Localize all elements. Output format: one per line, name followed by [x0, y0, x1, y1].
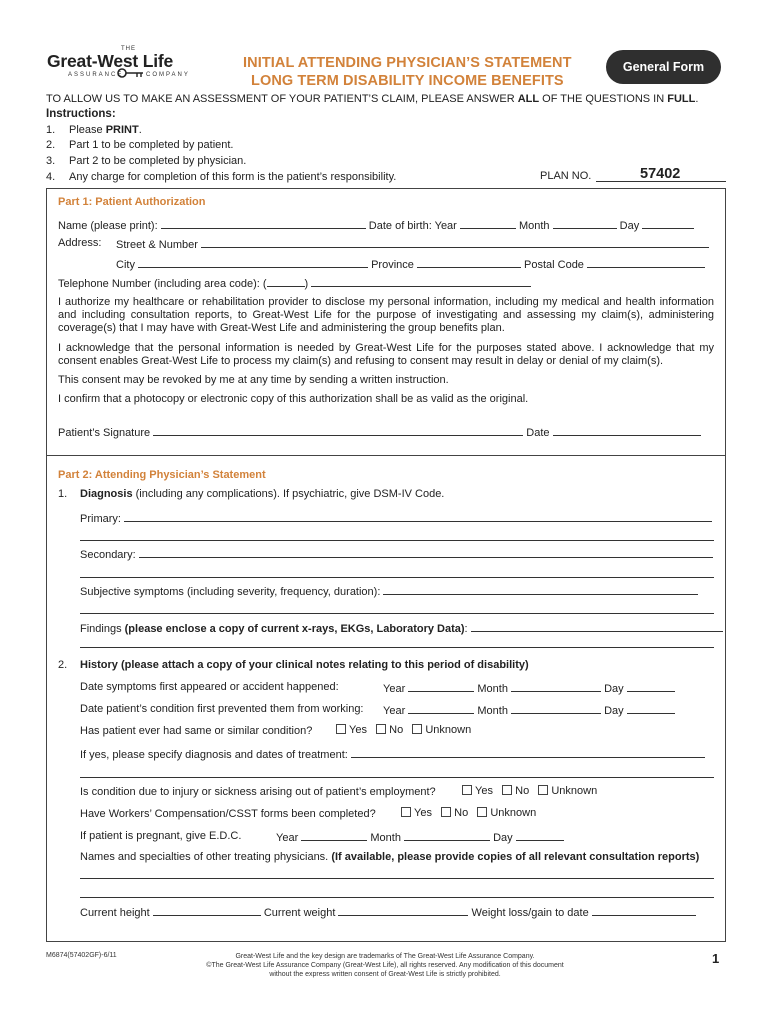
injury-no-checkbox[interactable]	[502, 785, 512, 795]
instruction-text: Part 1 to be completed by patient.	[69, 139, 234, 151]
day-label: Day	[604, 705, 624, 717]
weight-label: Current weight	[263, 907, 336, 919]
logo-the-text: THE	[121, 46, 136, 52]
unknown-label: Unknown	[551, 785, 598, 797]
wc-unknown-checkbox[interactable]	[477, 807, 487, 817]
logo-assurance-text: ASSURANCE	[68, 72, 124, 78]
part2-title: Part 2: Attending Physician’s Statement	[58, 469, 266, 481]
q2-number: 2.	[58, 659, 68, 671]
logo-company-text: COMPANY	[146, 72, 190, 78]
prevented-date-row	[80, 703, 364, 715]
instruction-item	[46, 139, 234, 151]
section-divider	[46, 455, 726, 456]
ifyes-row	[80, 747, 705, 761]
instruction-tail: .	[138, 124, 142, 136]
q1-number: 1.	[58, 488, 68, 500]
similar-condition-options	[336, 724, 471, 736]
name-label: Name (please print):	[58, 220, 158, 232]
wc-options	[401, 807, 536, 819]
ifyes-label: If yes, please specify diagnosis and dates of treatment:	[80, 749, 348, 761]
signature-field[interactable]	[153, 425, 523, 436]
subjective-row	[80, 584, 698, 598]
edc-year-field[interactable]	[301, 830, 367, 841]
height-field[interactable]	[153, 905, 261, 916]
primary-row	[80, 511, 712, 525]
street-row	[116, 237, 709, 251]
dob-day-field[interactable]	[642, 218, 694, 229]
secondary-label: Secondary:	[80, 549, 136, 561]
city-field[interactable]	[138, 257, 368, 268]
symptoms-date-label: Date symptoms first appeared or accident happened:	[80, 681, 339, 693]
subjective-field[interactable]	[383, 584, 698, 595]
similar-unknown-checkbox[interactable]	[412, 724, 422, 734]
signature-date-field[interactable]	[553, 425, 701, 436]
diagnosis-label: Diagnosis	[80, 488, 133, 500]
symptoms-date-fields	[383, 681, 675, 695]
address-row	[58, 237, 101, 249]
consent-paragraph-1: I authorize my healthcare or rehabilitation provider to disclose my personal information, including my medical and health information and including consultation reports, to Great-West Life for the purpose of investigating and assessing my claim(s), administering coverage(s) that I may have with Great-West Life and administering the group benefits plan.	[58, 296, 714, 334]
province-label: Province	[371, 259, 414, 271]
part1-title: Part 1: Patient Authorization	[58, 196, 206, 208]
yes-label: Yes	[349, 724, 367, 736]
other-physicians-label: Names and specialties of other treating physicians.	[80, 851, 332, 863]
instruction-item	[46, 124, 142, 136]
signature-date-label: Date	[526, 427, 550, 439]
dob-label: Date of birth: Year	[368, 220, 457, 232]
wc-yes-checkbox[interactable]	[401, 807, 411, 817]
other-physicians-field-line1[interactable]	[80, 878, 714, 879]
symptoms-month-field[interactable]	[511, 681, 601, 692]
similar-yes-checkbox[interactable]	[336, 724, 346, 734]
day-label: Day	[493, 832, 513, 844]
intro-part-c: OF THE QUESTIONS IN	[539, 93, 668, 105]
name-row	[58, 218, 694, 232]
primary-field[interactable]	[124, 511, 712, 522]
weight-field[interactable]	[338, 905, 468, 916]
footer-legal-text	[150, 952, 620, 979]
injury-label: Is condition due to injury or sickness arising out of patient’s employment?	[80, 786, 436, 798]
postal-code-field[interactable]	[587, 257, 705, 268]
consent-paragraph-3: This consent may be revoked by me at any time by sending a written instruction.	[58, 374, 449, 386]
instructions-heading-text: Instructions	[46, 108, 112, 120]
instructions-heading	[46, 108, 116, 120]
phone-row	[58, 276, 531, 290]
instruction-text: Part 2 to be completed by physician.	[69, 155, 247, 167]
injury-yes-checkbox[interactable]	[462, 785, 472, 795]
general-form-badge: General Form	[606, 50, 721, 84]
injury-row	[80, 786, 436, 798]
name-field[interactable]	[161, 218, 366, 229]
similar-condition-label: Has patient ever had same or similar condition?	[80, 725, 313, 737]
city-label: City	[116, 259, 135, 271]
page-number: 1	[712, 951, 720, 966]
prevented-year-field[interactable]	[408, 703, 474, 714]
other-physicians-row	[80, 851, 699, 863]
similar-condition-row	[80, 725, 312, 737]
intro-period: .	[695, 93, 699, 105]
year-label: Year	[276, 832, 299, 844]
unknown-label: Unknown	[490, 807, 537, 819]
province-field[interactable]	[417, 257, 521, 268]
yes-label: Yes	[475, 785, 493, 797]
prevented-date-fields	[383, 703, 675, 717]
secondary-field-line2[interactable]	[80, 577, 714, 578]
wc-no-checkbox[interactable]	[441, 807, 451, 817]
city-row	[116, 257, 705, 271]
instruction-bold: PRINT	[105, 124, 139, 136]
subjective-label: Subjective symptoms (including severity, frequency, duration):	[80, 586, 381, 598]
no-label: No	[454, 807, 469, 819]
other-physicians-instructions: (If available, please provide copies of all relevant consultation reports)	[331, 851, 700, 863]
similar-no-checkbox[interactable]	[376, 724, 386, 734]
street-label: Street & Number	[116, 239, 198, 251]
prevented-day-field[interactable]	[627, 703, 675, 714]
instruction-num: 4.	[46, 171, 56, 183]
day-label: Day	[604, 683, 624, 695]
consent-paragraph-4: I confirm that a photocopy or electronic copy of this authorization shall be as valid as the original.	[58, 393, 529, 405]
no-label: No	[389, 724, 404, 736]
instruction-text: Any charge for completion of this form is the patient’s responsibility.	[69, 171, 397, 183]
symptoms-year-field[interactable]	[408, 681, 474, 692]
findings-field[interactable]	[471, 621, 723, 632]
plan-number-value: 57402	[640, 166, 681, 182]
history-label: History	[80, 659, 118, 671]
findings-row	[80, 621, 723, 635]
form-title-line1: INITIAL ATTENDING PHYSICIAN’S STATEMENT	[243, 55, 572, 71]
dob-month-label: Month	[518, 220, 550, 232]
signature-row	[58, 425, 701, 439]
diagnosis-heading	[58, 488, 444, 500]
signature-label: Patient’s Signature	[58, 427, 151, 439]
instruction-num: 1.	[46, 124, 56, 136]
history-heading	[58, 659, 529, 671]
primary-label: Primary:	[80, 513, 121, 525]
year-label: Year	[383, 683, 406, 695]
ifyes-field-line2[interactable]	[80, 777, 714, 778]
height-label: Current height	[80, 907, 150, 919]
prevented-date-label: Date patient’s condition first prevented them from working:	[80, 703, 364, 715]
month-label: Month	[370, 832, 401, 844]
pregnant-date-fields	[276, 830, 564, 844]
weight-change-field[interactable]	[592, 905, 696, 916]
subjective-field-line2[interactable]	[80, 613, 714, 614]
injury-unknown-checkbox[interactable]	[538, 785, 548, 795]
phone-paren: )	[304, 278, 309, 290]
symptoms-day-field[interactable]	[627, 681, 675, 692]
intro-text	[46, 93, 698, 105]
instruction-num: 3.	[46, 155, 56, 167]
wc-label: Have Workers’ Compensation/CSST forms been completed?	[80, 808, 376, 820]
form-title-line2: LONG TERM DISABILITY INCOME BENEFITS	[251, 73, 564, 89]
yes-label: Yes	[414, 807, 432, 819]
unknown-label: Unknown	[425, 724, 472, 736]
edc-month-field[interactable]	[404, 830, 490, 841]
consent-paragraph-2: I acknowledge that the personal information is needed by Great-West Life for the purposes stated above. I acknowledge that my consent enables Great-West Life to process my claim(s) and refusing to consent may result in delay or denial of my claim(s).	[58, 342, 714, 367]
findings-field-line2[interactable]	[80, 647, 714, 648]
symptoms-date-row	[80, 681, 339, 693]
key-logo-icon	[117, 68, 145, 81]
plan-number-label: PLAN NO.	[540, 170, 592, 182]
year-label: Year	[383, 705, 406, 717]
phone-label: Telephone Number (including area code): (	[58, 278, 267, 290]
company-logo-name: Great-West Life	[47, 51, 174, 71]
intro-full: FULL	[667, 93, 696, 105]
measurements-row	[80, 905, 696, 919]
instruction-item	[46, 171, 396, 183]
pregnant-row	[80, 830, 241, 842]
other-physicians-field-line2[interactable]	[80, 897, 714, 898]
address-label: Address:	[58, 237, 102, 249]
instruction-text: Please	[69, 124, 106, 136]
no-label: No	[515, 785, 530, 797]
month-label: Month	[477, 705, 508, 717]
footer-line2: ©The Great-West Life Assurance Company (Great-West Life), all rights reserved. Any modification of this document	[206, 962, 564, 969]
instruction-item	[46, 155, 246, 167]
prevented-month-field[interactable]	[511, 703, 601, 714]
intro-part-a: TO ALLOW US TO MAKE AN ASSESSMENT OF YOUR PATIENT’S CLAIM, PLEASE ANSWER	[46, 93, 518, 105]
diagnosis-instructions: (including any complications). If psychiatric, give DSM-IV Code.	[132, 488, 445, 500]
street-field[interactable]	[201, 237, 709, 248]
secondary-field[interactable]	[139, 547, 713, 558]
dob-day-label: Day	[619, 220, 640, 232]
footer-line1: Great-West Life and the key design are trademarks of The Great-West Life Assurance Company.	[235, 953, 535, 960]
month-label: Month	[477, 683, 508, 695]
dob-month-field[interactable]	[553, 218, 617, 229]
instructions-heading-colon: :	[111, 108, 116, 120]
phone-field[interactable]	[311, 276, 531, 287]
edc-day-field[interactable]	[516, 830, 564, 841]
intro-all: ALL	[517, 93, 540, 105]
postal-code-label: Postal Code	[524, 259, 584, 271]
wc-row	[80, 808, 376, 820]
area-code-field[interactable]	[267, 276, 305, 287]
form-code: M6874(57402GF)-6/11	[46, 952, 117, 959]
findings-colon: :	[464, 623, 468, 635]
findings-instructions: (please enclose a copy of current x-rays, EKGs, Laboratory Data)	[124, 623, 465, 635]
history-instructions: (please attach a copy of your clinical notes relating to this period of disability)	[117, 659, 529, 671]
findings-label: Findings	[80, 623, 125, 635]
footer-line3: without the express written consent of Great-West Life is strictly prohibited.	[269, 971, 501, 978]
ifyes-field[interactable]	[351, 747, 705, 758]
primary-field-line2[interactable]	[80, 540, 714, 541]
pregnant-label: If patient is pregnant, give E.D.C.	[80, 830, 242, 842]
injury-options	[462, 785, 597, 797]
dob-year-field[interactable]	[460, 218, 516, 229]
weight-change-label: Weight loss/gain to date	[471, 907, 589, 919]
instruction-num: 2.	[46, 139, 56, 151]
secondary-row	[80, 547, 713, 561]
